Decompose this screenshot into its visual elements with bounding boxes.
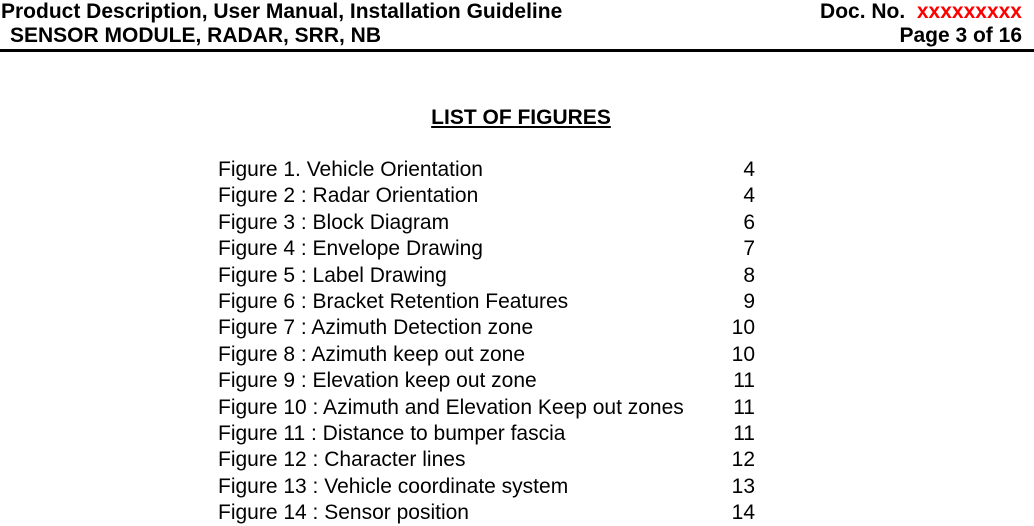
figure-entry (218, 447, 778, 473)
figure-entry-page: 7 (743, 237, 755, 261)
figure-entry-label: Figure 5 : Label Drawing (218, 263, 447, 287)
figure-entry-page: 10 (731, 316, 755, 340)
figure-entry-page: 11 (733, 421, 755, 445)
figure-entry (218, 183, 778, 209)
figure-list (218, 157, 778, 526)
figure-entry-page: 9 (743, 289, 755, 313)
figure-entry-page: 10 (731, 342, 755, 366)
doc-number-value: xxxxxxxxx (916, 0, 1022, 23)
figure-entry-label: Figure 4 : Envelope Drawing (218, 237, 483, 261)
figure-entry (218, 157, 778, 183)
figure-entry-page: 4 (743, 184, 755, 208)
figure-entry (218, 395, 778, 421)
figure-entry-label: Figure 9 : Elevation keep out zone (218, 369, 537, 393)
figure-entry-page: 4 (743, 158, 755, 181)
figure-entry (218, 421, 778, 447)
figure-entry-label: Figure 1. Vehicle Orientation (218, 158, 483, 181)
figure-entry-label: Figure 2 : Radar Orientation (218, 184, 479, 208)
figure-entry-page: 13 (731, 474, 755, 498)
doc-number-label: Doc. No. (820, 0, 906, 23)
figure-entry-label: Figure 13 : Vehicle coordinate system (218, 474, 569, 498)
document-subtitle: SENSOR MODULE, RADAR, SRR, NB (10, 24, 382, 47)
figure-entry (218, 500, 778, 526)
figure-entry-page: 14 (731, 501, 755, 525)
figure-entry-page: 11 (733, 395, 755, 419)
list-of-figures-title: LIST OF FIGURES (431, 106, 611, 129)
figure-entry-page: 11 (733, 369, 755, 393)
figure-entry-label: Figure 3 : Block Diagram (218, 210, 450, 234)
figure-entry-label: Figure 10 : Azimuth and Elevation Keep out zones (218, 395, 684, 419)
figure-entry-page: 6 (743, 210, 755, 234)
figure-entry (218, 289, 778, 315)
figure-entry-label: Figure 14 : Sensor position (218, 501, 469, 525)
page-header (0, 0, 1034, 52)
figure-entry-label: Figure 7 : Azimuth Detection zone (218, 316, 534, 340)
page-number: Page 3 of 16 (899, 24, 1022, 47)
figure-entry-page: 12 (731, 448, 755, 472)
figure-entry-label: Figure 8 : Azimuth keep out zone (218, 342, 526, 366)
figure-entry-label: Figure 12 : Character lines (218, 448, 466, 472)
figure-entry-label: Figure 11 : Distance to bumper fascia (218, 421, 566, 445)
figure-entry (218, 368, 778, 394)
figure-entry (218, 236, 778, 262)
document-title: Product Description, User Manual, Installation Guideline (1, 0, 563, 23)
figure-entry (218, 315, 778, 341)
figure-entry-page: 8 (743, 263, 755, 287)
figure-entry (218, 263, 778, 289)
doc-number (820, 0, 1022, 24)
figure-entry-label: Figure 6 : Bracket Retention Features (218, 289, 569, 313)
figure-entry (218, 210, 778, 236)
figure-entry (218, 474, 778, 500)
figure-entry (218, 342, 778, 368)
